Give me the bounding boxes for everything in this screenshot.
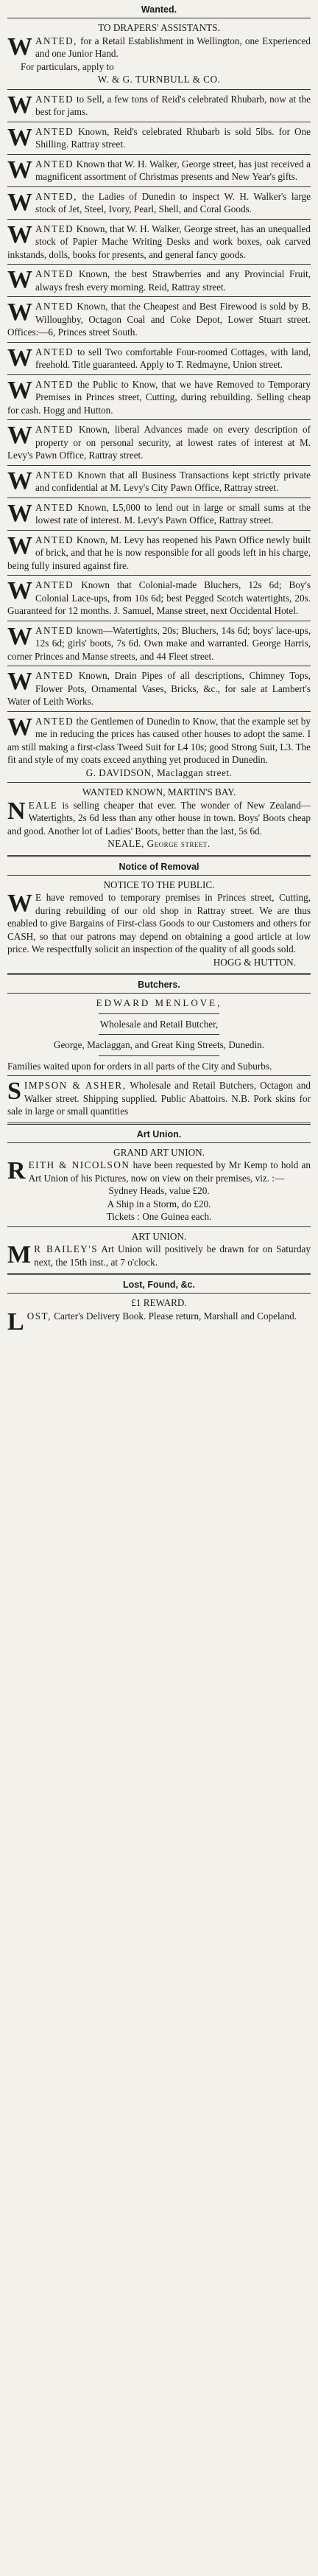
divider (7, 1075, 311, 1076)
ad-martins-bay: WANTED KNOWN, MARTIN'S BAY. NEALE is selling cheaper that ever. The wonder of New Zealand—Watertights, 2s 6d less than any other house in town. Boys' Boots cheap and good. Another lot of Ladies' Boots, better than the last, 5s 6d. NEALE, George street. (7, 786, 311, 849)
ad-heading: TO DRAPERS' ASSISTANTS. (98, 22, 220, 33)
divider (7, 1273, 311, 1275)
ad-transactions: WANTED Known that all Business Transactions kept strictly private and confidential at M. Levy's City Pawn Office, Rattray street. (7, 467, 311, 495)
ad-rhubarb-sale: WANTED to Sell, a few tons of Reid's celebrated Rhubarb, now at the best for jams. (7, 91, 311, 119)
divider (7, 89, 311, 90)
ad-temporary-premises: WANTED the Public to Know, that we have Removed to Temporary Premises in Princes street, Cutting, during rebuilding. Selling cheap for cash. Hogg and Hutton. (7, 376, 311, 416)
ad-signature: W. & G. TURNBULL & CO. (97, 74, 221, 85)
divider (7, 186, 311, 187)
divider (7, 1293, 311, 1294)
divider (7, 342, 311, 343)
ad-bluchers: WANTED Known that Colonial-made Bluchers, 12s 6d; Boy's Colonial Lace-ups, from 10s 6d; best Pegged Scotch watertights, 20s. Guaranteed for 12 months. J. Samuel, Manse street, next Occidental Hotel. (7, 577, 311, 616)
prize-item: A Ship in a Storm, do £20. (107, 1198, 211, 1210)
divider (7, 154, 311, 155)
ad-watertights: WANTED known—Watertights, 20s; Bluchers, 14s 6d; boys' lace-ups, 12s 6d; girls' boots, 7s 6d. Own make and warranted. George Harris, corner Princes and Manse streets, and 44 Fleet street. (7, 622, 311, 662)
ad-five-thousand: WANTED Known, L5,000 to lend out in large or small sums at the lowest rate of interest. M. Levy's Pawn Office, Rattray street. (7, 499, 311, 527)
divider (7, 973, 311, 975)
ad-heading: WANTED KNOWN, MARTIN'S BAY. (82, 786, 236, 797)
ad-menlove: EDWARD MENLOVE, Wholesale and Retail Butcher, George, Maclaggan, and Great King Streets, Dunedin. Families waited upon for orders in all parts of the City and Suburbs. (7, 996, 311, 1072)
divider (7, 419, 311, 420)
ad-drain-pipes: WANTED Known, Drain Pipes of all descriptions, Chimney Tops, Flower Pots, Ornamental Vases, Bricks, &c., for sale at Lambert's Water of Leith Works. (7, 668, 311, 707)
ad-reward: £1 REWARD. LOST, Carter's Delivery Book. Please return, Marshall and Copeland. (7, 1296, 311, 1333)
divider (7, 296, 311, 297)
ad-notice-to-public: NOTICE TO THE PUBLIC. W E have removed to temporary premises in Princes street, Cutting, during rebuilding of our old shop in Rattray street. We are thus enabled to give Bargains of First-class Goods to our Customers and others for CASH, so that our patrons may depend on obtaining a good article at low price. We respectfully solicit an inspection of the quality of all goods sold. HOGG & HUTTON. (7, 879, 311, 968)
ad-cottages: WANTED to sell Two comfortable Four-roomed Cottages, with land, freehold. Title guaranteed. Apply to T. Redmayne, Union street. (7, 343, 311, 371)
ad-strawberries: WANTED Known, the best Strawberries and any Provincial Fruit, always fresh every morning. Reid, Rattray street. (7, 266, 311, 293)
divider (7, 1226, 311, 1227)
ad-pawn-brick: WANTED Known, M. Levy has reopened his Pawn Office newly built of brick, and that he is now responsible for all goods left in his charge, being fully insured against fire. (7, 531, 311, 571)
drop-cap: W (7, 32, 32, 60)
divider (99, 1055, 220, 1056)
divider (7, 782, 311, 783)
divider (7, 875, 311, 876)
ad-heading: ART UNION. (131, 1230, 187, 1242)
divider (7, 264, 311, 265)
divider (99, 1034, 220, 1035)
ad-papier-mache: WANTED Known, that W. H. Walker, George street, has an unequalled stock of Papier Mache Writing Desks and work boxes, oak carved inkstands, dolls, books for presents, and general fancy goods. (7, 220, 311, 260)
divider (7, 219, 311, 220)
section-heading-art-union: Art Union. (136, 1128, 182, 1139)
business-name: EDWARD MENLOVE, (96, 997, 222, 1008)
divider (7, 1123, 311, 1125)
ad-grand-art-union: GRAND ART UNION. REITH & NICOLSON have been requested by Mr Kemp to hold an Art Union of his Pictures, now on view on their premises, viz. :— Sydney Heads, value £20. A Ship in a Storm, do £20. Tickets : One Guinea each. (7, 1146, 311, 1222)
ad-firewood: WANTED Known, that the Cheapest and Best Firewood is sold by B. Willoughby, Octagon Coal and Coke Depot, Lower Stuart street. Offices:—6, Princes street South. (7, 299, 311, 338)
prize-item: Sydney Heads, value £20. (108, 1185, 210, 1196)
ad-signature: NEALE, George street. (107, 838, 211, 849)
ad-bailey-art-union: ART UNION. M R BAILEY'S Art Union will positively be drawn for on Saturday next, the 15th inst., at 7 o'clock. (7, 1230, 311, 1268)
ad-heading: NOTICE TO THE PUBLIC. (103, 879, 215, 890)
divider (7, 575, 311, 576)
divider (7, 993, 311, 994)
section-heading-removal: Notice of Removal (119, 861, 199, 872)
divider (7, 855, 311, 857)
ad-advances: WANTED Known, liberal Advances made on every description of property or on personal security, at lowest rates of interest at M. Levy's Pawn Office, Rattray street. (7, 422, 311, 461)
ad-walker-christmas: WANTED Known that W. H. Walker, George street, has just received a magnificent assortment of Christmas presents and New Year's gifts. (7, 156, 311, 184)
ad-simpson-asher: SIMPSON & ASHER, Wholesale and Retail Butchers, Octagon and Walker street. Shipping supplied. Public Abattoirs. N.B. Pork skins for sale in large or small quantities (7, 1078, 311, 1117)
section-heading-lost-found: Lost, Found, &c. (123, 1280, 195, 1290)
divider (7, 374, 311, 375)
ad-gentlemen-suits: WANTED the Gentlemen of Dunedin to Know, that the example set by me in reducing the prices has caused other houses to adopt the same. I am still making a first-class Tweed Suit for L4 10s; good Strong Suit, L3. The fit and style of my coats exceed anything yet produced in Dunedin. G. DAVIDSON, Maclaggan street. (7, 713, 311, 778)
divider (99, 1013, 220, 1014)
divider (7, 465, 311, 466)
ad-signature: HOGG & HUTTON. (213, 956, 296, 968)
ad-drapers-assistants: TO DRAPERS' ASSISTANTS. WANTED, for a Retail Establishment in Wellington, one Experienced and one Junior Hand. For particulars, apply to W. & G. TURNBULL & CO. (7, 22, 311, 85)
divider (7, 1142, 311, 1143)
divider (7, 530, 311, 531)
ad-signature: G. DAVIDSON, Maclaggan street. (85, 767, 233, 778)
divider (7, 711, 311, 712)
ad-heading: GRAND ART UNION. (113, 1146, 205, 1158)
section-heading-butchers: Butchers. (138, 980, 180, 990)
ad-heading: £1 REWARD. (131, 1297, 187, 1308)
ad-ladies-jet: WANTED, the Ladies of Dunedin to inspect W. H. Walker's large stock of Jet, Steel, Ivory, Pearl, Shell, and Coral Goods. (7, 188, 311, 216)
ad-reid-rhubarb: WANTED Known, Reid's celebrated Rhubarb is sold 5lbs. for One Shilling. Rattray street. (7, 123, 311, 151)
section-heading-wanted: Wanted. (141, 4, 177, 15)
tickets-price: Tickets : One Guinea each. (106, 1211, 212, 1222)
